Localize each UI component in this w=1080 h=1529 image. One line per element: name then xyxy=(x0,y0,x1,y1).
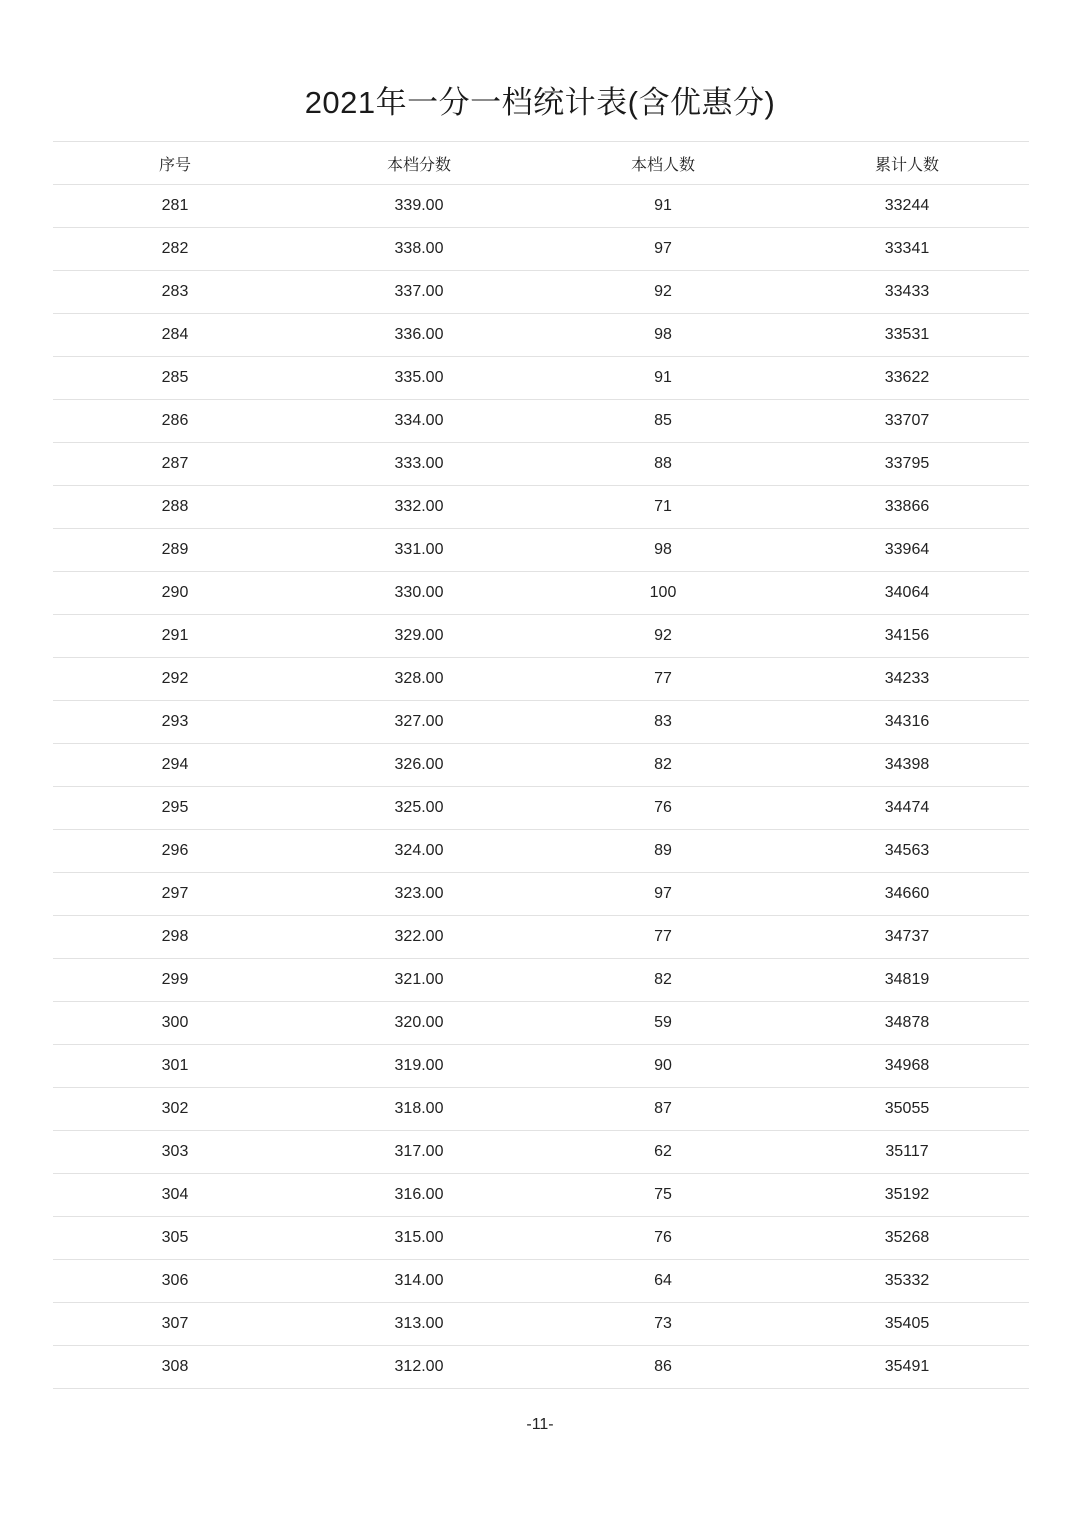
cell-count: 92 xyxy=(541,615,785,658)
table-row xyxy=(53,916,1029,959)
header-cumulative: 累计人数 xyxy=(785,142,1029,185)
cell-score: 326.00 xyxy=(297,744,541,787)
cell-cumulative: 33531 xyxy=(785,314,1029,357)
cell-score: 322.00 xyxy=(297,916,541,959)
cell-count: 98 xyxy=(541,529,785,572)
cell-count: 73 xyxy=(541,1303,785,1346)
score-table xyxy=(53,141,1029,1389)
cell-index: 301 xyxy=(53,1045,297,1088)
cell-count: 83 xyxy=(541,701,785,744)
cell-index: 304 xyxy=(53,1174,297,1217)
cell-cumulative: 34233 xyxy=(785,658,1029,701)
cell-cumulative: 33244 xyxy=(785,185,1029,228)
table-row xyxy=(53,658,1029,701)
cell-cumulative: 35491 xyxy=(785,1346,1029,1389)
cell-cumulative: 34156 xyxy=(785,615,1029,658)
cell-index: 282 xyxy=(53,228,297,271)
table-row xyxy=(53,1174,1029,1217)
cell-index: 296 xyxy=(53,830,297,873)
table-header-row xyxy=(53,142,1029,185)
cell-score: 321.00 xyxy=(297,959,541,1002)
cell-count: 86 xyxy=(541,1346,785,1389)
cell-count: 92 xyxy=(541,271,785,314)
table-row xyxy=(53,1088,1029,1131)
table-row xyxy=(53,400,1029,443)
cell-cumulative: 34064 xyxy=(785,572,1029,615)
cell-score: 334.00 xyxy=(297,400,541,443)
table-row xyxy=(53,873,1029,916)
table-row xyxy=(53,1002,1029,1045)
table-row xyxy=(53,1045,1029,1088)
cell-cumulative: 35405 xyxy=(785,1303,1029,1346)
header-count: 本档人数 xyxy=(541,142,785,185)
cell-count: 64 xyxy=(541,1260,785,1303)
cell-cumulative: 34563 xyxy=(785,830,1029,873)
page-number: -11- xyxy=(526,1416,554,1433)
table-row xyxy=(53,271,1029,314)
cell-index: 297 xyxy=(53,873,297,916)
table-body xyxy=(53,185,1029,1389)
cell-index: 290 xyxy=(53,572,297,615)
cell-cumulative: 35117 xyxy=(785,1131,1029,1174)
table-row xyxy=(53,744,1029,787)
cell-count: 89 xyxy=(541,830,785,873)
table-row xyxy=(53,701,1029,744)
cell-index: 283 xyxy=(53,271,297,314)
cell-count: 59 xyxy=(541,1002,785,1045)
cell-count: 91 xyxy=(541,185,785,228)
cell-index: 287 xyxy=(53,443,297,486)
cell-index: 308 xyxy=(53,1346,297,1389)
cell-score: 327.00 xyxy=(297,701,541,744)
cell-cumulative: 33341 xyxy=(785,228,1029,271)
cell-index: 305 xyxy=(53,1217,297,1260)
cell-score: 335.00 xyxy=(297,357,541,400)
cell-score: 319.00 xyxy=(297,1045,541,1088)
cell-index: 294 xyxy=(53,744,297,787)
cell-score: 323.00 xyxy=(297,873,541,916)
table-row xyxy=(53,787,1029,830)
cell-count: 97 xyxy=(541,228,785,271)
cell-score: 329.00 xyxy=(297,615,541,658)
cell-index: 281 xyxy=(53,185,297,228)
cell-count: 85 xyxy=(541,400,785,443)
cell-index: 292 xyxy=(53,658,297,701)
cell-count: 77 xyxy=(541,658,785,701)
cell-score: 328.00 xyxy=(297,658,541,701)
cell-index: 288 xyxy=(53,486,297,529)
cell-score: 325.00 xyxy=(297,787,541,830)
cell-count: 91 xyxy=(541,357,785,400)
cell-index: 289 xyxy=(53,529,297,572)
table-row xyxy=(53,572,1029,615)
cell-score: 313.00 xyxy=(297,1303,541,1346)
table-row xyxy=(53,357,1029,400)
cell-cumulative: 34968 xyxy=(785,1045,1029,1088)
cell-count: 77 xyxy=(541,916,785,959)
table-row xyxy=(53,185,1029,228)
cell-score: 339.00 xyxy=(297,185,541,228)
cell-score: 333.00 xyxy=(297,443,541,486)
cell-score: 320.00 xyxy=(297,1002,541,1045)
table-row xyxy=(53,314,1029,357)
cell-score: 315.00 xyxy=(297,1217,541,1260)
cell-score: 338.00 xyxy=(297,228,541,271)
cell-index: 306 xyxy=(53,1260,297,1303)
table-row xyxy=(53,1346,1029,1389)
cell-index: 302 xyxy=(53,1088,297,1131)
table-row xyxy=(53,830,1029,873)
table-row xyxy=(53,1260,1029,1303)
cell-score: 312.00 xyxy=(297,1346,541,1389)
cell-count: 100 xyxy=(541,572,785,615)
cell-cumulative: 34316 xyxy=(785,701,1029,744)
cell-cumulative: 34737 xyxy=(785,916,1029,959)
cell-count: 76 xyxy=(541,787,785,830)
cell-index: 291 xyxy=(53,615,297,658)
cell-cumulative: 34878 xyxy=(785,1002,1029,1045)
table-row xyxy=(53,959,1029,1002)
cell-cumulative: 33866 xyxy=(785,486,1029,529)
cell-count: 87 xyxy=(541,1088,785,1131)
cell-cumulative: 35332 xyxy=(785,1260,1029,1303)
cell-score: 332.00 xyxy=(297,486,541,529)
page-title: 2021年一分一档统计表(含优惠分) xyxy=(304,85,776,120)
header-index: 序号 xyxy=(53,142,297,185)
cell-cumulative: 35192 xyxy=(785,1174,1029,1217)
cell-count: 97 xyxy=(541,873,785,916)
table-row xyxy=(53,443,1029,486)
cell-count: 98 xyxy=(541,314,785,357)
cell-cumulative: 34398 xyxy=(785,744,1029,787)
cell-index: 293 xyxy=(53,701,297,744)
cell-index: 300 xyxy=(53,1002,297,1045)
cell-cumulative: 35055 xyxy=(785,1088,1029,1131)
cell-count: 75 xyxy=(541,1174,785,1217)
cell-index: 298 xyxy=(53,916,297,959)
table-row xyxy=(53,615,1029,658)
cell-score: 316.00 xyxy=(297,1174,541,1217)
cell-score: 324.00 xyxy=(297,830,541,873)
cell-cumulative: 33433 xyxy=(785,271,1029,314)
cell-score: 317.00 xyxy=(297,1131,541,1174)
cell-score: 336.00 xyxy=(297,314,541,357)
cell-index: 303 xyxy=(53,1131,297,1174)
cell-count: 71 xyxy=(541,486,785,529)
cell-count: 82 xyxy=(541,959,785,1002)
cell-score: 337.00 xyxy=(297,271,541,314)
cell-index: 299 xyxy=(53,959,297,1002)
table-row xyxy=(53,1303,1029,1346)
table-row xyxy=(53,228,1029,271)
cell-cumulative: 33622 xyxy=(785,357,1029,400)
table-row xyxy=(53,486,1029,529)
cell-cumulative: 34660 xyxy=(785,873,1029,916)
cell-cumulative: 35268 xyxy=(785,1217,1029,1260)
cell-index: 286 xyxy=(53,400,297,443)
cell-cumulative: 33707 xyxy=(785,400,1029,443)
cell-index: 285 xyxy=(53,357,297,400)
header-score: 本档分数 xyxy=(297,142,541,185)
table-row xyxy=(53,529,1029,572)
cell-score: 330.00 xyxy=(297,572,541,615)
cell-index: 284 xyxy=(53,314,297,357)
cell-count: 76 xyxy=(541,1217,785,1260)
cell-cumulative: 33795 xyxy=(785,443,1029,486)
cell-index: 307 xyxy=(53,1303,297,1346)
cell-cumulative: 33964 xyxy=(785,529,1029,572)
cell-cumulative: 34474 xyxy=(785,787,1029,830)
cell-count: 88 xyxy=(541,443,785,486)
table-row xyxy=(53,1131,1029,1174)
cell-count: 82 xyxy=(541,744,785,787)
cell-count: 90 xyxy=(541,1045,785,1088)
cell-score: 314.00 xyxy=(297,1260,541,1303)
cell-count: 62 xyxy=(541,1131,785,1174)
table-row xyxy=(53,1217,1029,1260)
cell-score: 331.00 xyxy=(297,529,541,572)
cell-score: 318.00 xyxy=(297,1088,541,1131)
cell-cumulative: 34819 xyxy=(785,959,1029,1002)
cell-index: 295 xyxy=(53,787,297,830)
